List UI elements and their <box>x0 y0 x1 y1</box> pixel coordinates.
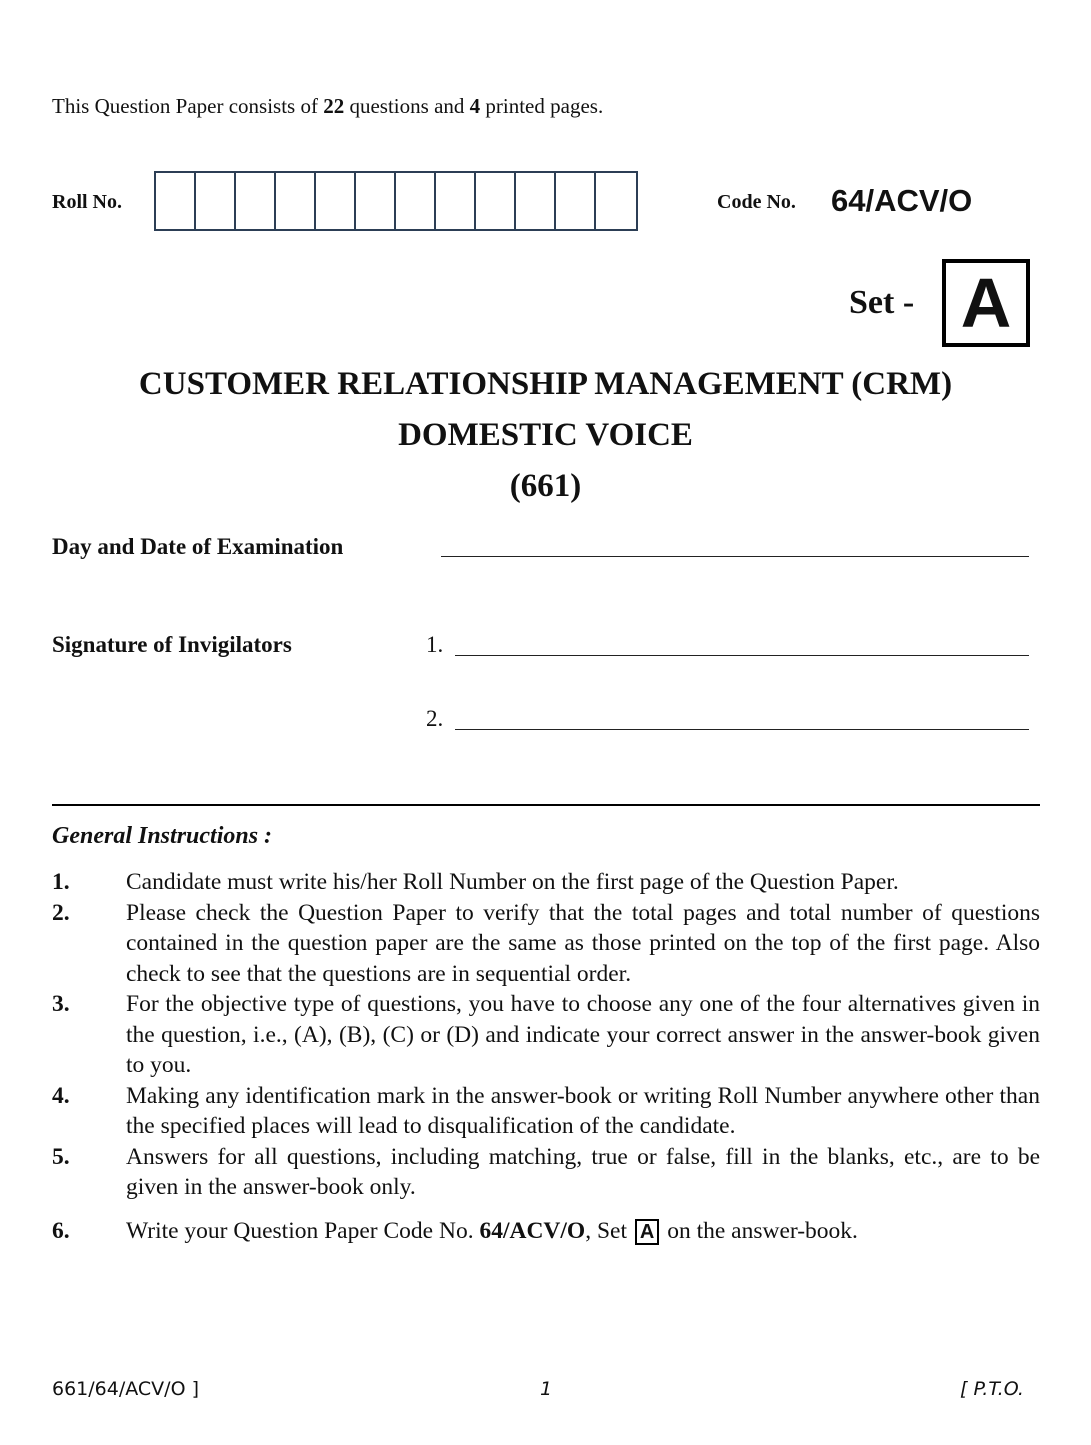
page-count: 4 <box>469 94 481 118</box>
instruction-text-part: , Set <box>585 1217 633 1244</box>
roll-digit-box[interactable] <box>396 173 436 229</box>
footer-code: 661/64/ACV/O ] <box>52 1378 199 1400</box>
paper-subtitle: DOMESTIC VOICE <box>398 417 693 453</box>
instructions-heading: General Instructions : <box>52 823 273 849</box>
roll-digit-box[interactable] <box>516 173 556 229</box>
instruction-code: 64/ACV/O <box>479 1217 586 1244</box>
roll-digit-box[interactable] <box>556 173 596 229</box>
instruction-item <box>52 1216 1040 1247</box>
instruction-item <box>52 898 1040 990</box>
roll-digit-box[interactable] <box>196 173 236 229</box>
roll-number-boxes[interactable] <box>154 171 638 231</box>
roll-digit-box[interactable] <box>356 173 396 229</box>
instruction-item <box>52 1142 1040 1203</box>
instruction-text-part: on the answer-book. <box>661 1217 858 1244</box>
instruction-item <box>52 1081 1040 1142</box>
set-value-box: A <box>942 259 1030 347</box>
instruction-number: 3. <box>52 991 70 1017</box>
roll-number-label: Roll No. <box>52 191 122 213</box>
instruction-number: 6. <box>52 1217 70 1244</box>
intro-text: This Question Paper consists of <box>52 94 324 118</box>
intro-text: questions and <box>344 94 470 118</box>
exam-date-label: Day and Date of Examination <box>52 534 344 559</box>
roll-digit-box[interactable] <box>476 173 516 229</box>
invigilators-label: Signature of Invigilators <box>52 632 292 657</box>
invigilator-2-signature-field[interactable] <box>455 729 1029 730</box>
roll-digit-box[interactable] <box>236 173 276 229</box>
roll-digit-box[interactable] <box>276 173 316 229</box>
roll-digit-box[interactable] <box>596 173 636 229</box>
set-label: Set - <box>849 284 915 321</box>
roll-digit-box[interactable] <box>156 173 196 229</box>
instruction-number: 4. <box>52 1082 70 1109</box>
instruction-text: Making any identification mark in the answer-book or writing Roll Number anywhere other than the specified places will lead to disqualification of the candidate. <box>126 1082 1040 1139</box>
instruction-text: Answers for all questions, including matching, true or false, fill in the blanks, etc., are to be given in the answer-book only. <box>126 1143 1040 1200</box>
instruction-number: 2. <box>52 899 70 926</box>
instruction-text: Please check the Question Paper to verify that the total pages and total number of questions contained in the question paper are the same as those printed on the top of the first page. Also check to see that the questions are in sequential order. <box>126 899 1040 987</box>
instruction-number: 1. <box>52 869 70 895</box>
exam-date-field[interactable] <box>441 556 1029 557</box>
roll-digit-box[interactable] <box>436 173 476 229</box>
invigilator-1-number: 1. <box>426 632 444 657</box>
instruction-text-part: Write your Question Paper Code No. <box>126 1217 480 1244</box>
instruction-set-box: A <box>635 1219 659 1245</box>
intro-text: printed pages. <box>480 94 604 118</box>
paper-title: CUSTOMER RELATIONSHIP MANAGEMENT (CRM) <box>138 366 953 402</box>
code-number-value: 64/ACV/O <box>831 183 973 218</box>
instruction-item <box>52 867 1040 898</box>
roll-digit-box[interactable] <box>316 173 356 229</box>
question-count: 22 <box>323 94 345 118</box>
page-number: 1 <box>540 1378 553 1400</box>
code-number-label: Code No. <box>717 191 796 213</box>
section-divider <box>52 804 1040 806</box>
invigilator-1-signature-field[interactable] <box>455 655 1029 656</box>
instructions-list <box>52 867 1040 1246</box>
invigilator-2-number: 2. <box>426 706 444 731</box>
instruction-text: For the objective type of questions, you have to choose any one of the four alternatives given in the question, i.e., (A), (B), (C) or (D) and indicate your correct answer in the answer-book given to you. <box>126 991 1040 1078</box>
instruction-number: 5. <box>52 1143 70 1170</box>
pto-label: [ P.T.O. <box>960 1378 1024 1400</box>
instruction-text <box>126 1216 1040 1247</box>
instruction-item <box>52 989 1040 1081</box>
intro-line <box>52 94 603 119</box>
instruction-text: Candidate must write his/her Roll Number on the first page of the Question Paper. <box>126 869 899 895</box>
subject-code: (661) <box>509 468 582 504</box>
